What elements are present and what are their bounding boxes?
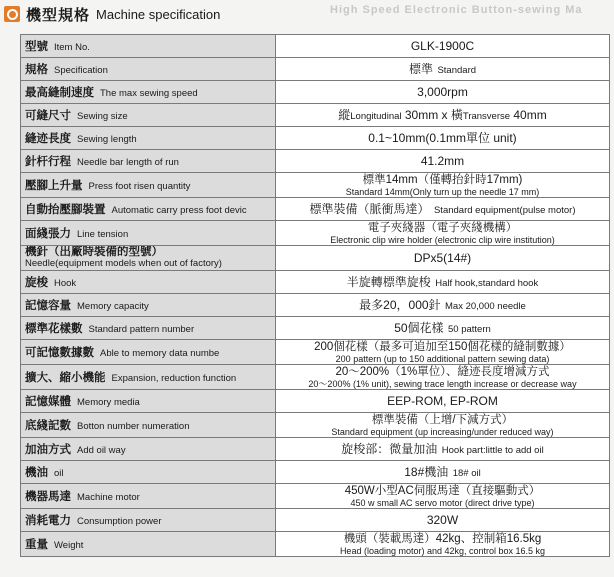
row-label: 壓腳上升量 Press foot risen quantity — [21, 173, 276, 198]
row-value: 標準裝備（脈衝馬達） Standard equipment(pulse motor) — [276, 198, 610, 221]
row-label: 可記憶數據數 Able to memory data numbe — [21, 340, 276, 365]
section-title-zh: 機型規格 — [26, 6, 91, 24]
row-value: 450W小型AC伺服馬達（直接驅動式） 450 w small AC servo motor (direct drive type) — [276, 484, 610, 509]
table-row — [21, 150, 610, 173]
row-value: 標準裝備（上增/下減方式） Standard equipment (up increasing/under reduced way) — [276, 413, 610, 438]
row-value: 半旋轉標準旋梭 Half hook,standard hook — [276, 271, 610, 294]
table-row — [21, 81, 610, 104]
table-row — [21, 246, 610, 271]
row-label: 消耗電力 Consumption power — [21, 509, 276, 532]
row-label: 重量 Weight — [21, 532, 276, 557]
row-value: DPx5(14#) — [276, 246, 610, 271]
table-row — [21, 35, 610, 58]
table-row — [21, 127, 610, 150]
row-label: 標準花樣數 Standard pattern number — [21, 317, 276, 340]
table-row — [21, 340, 610, 365]
table-row — [21, 413, 610, 438]
table-row — [21, 221, 610, 246]
row-label: 自動抬壓腳裝置 Automatic carry press foot devic — [21, 198, 276, 221]
row-label: 機針（出廠時裝備的型號） Needle(equipment models when out of factory) — [21, 246, 276, 271]
row-label: 機油 oil — [21, 461, 276, 484]
table-row — [21, 104, 610, 127]
table-row — [21, 173, 610, 198]
row-value: 50個花樣 50 pattern — [276, 317, 610, 340]
row-value: 縱Longitudinal 30mm x 橫Transverse 40mm — [276, 104, 610, 127]
row-label: 規格 Specification — [21, 58, 276, 81]
row-value: 3,000rpm — [276, 81, 610, 104]
faded-background-text: High Speed Electronic Button-sewing Ma — [330, 4, 583, 16]
table-row — [21, 271, 610, 294]
row-label: 面綫張力 Line tension — [21, 221, 276, 246]
row-value: 18#機油 18# oil — [276, 461, 610, 484]
row-value: 機頭（裝載馬達）42kg、控制箱16.5kg Head (loading motor) and 42kg, control box 16.5 kg — [276, 532, 610, 557]
row-label: 針杆行程 Needle bar length of run — [21, 150, 276, 173]
table-row — [21, 294, 610, 317]
row-value: 電子夾綫器（電子夾綫機構） Electronic clip wire holder (electronic clip wire institution) — [276, 221, 610, 246]
row-value: 標準 Standard — [276, 58, 610, 81]
row-label: 旋梭 Hook — [21, 271, 276, 294]
table-row — [21, 390, 610, 413]
row-label: 型號 Item No. — [21, 35, 276, 58]
row-value: 320W — [276, 509, 610, 532]
table-row — [21, 198, 610, 221]
row-value: 0.1~10mm(0.1mm單位 unit) — [276, 127, 610, 150]
row-value: 標準14mm（僅轉抬針時17mm) Standard 14mm(Only turn up the needle 17 mm) — [276, 173, 610, 198]
row-value: 最多20，000針 Max 20,000 needle — [276, 294, 610, 317]
table-row — [21, 532, 610, 557]
row-label: 最高縫制速度 The max sewing speed — [21, 81, 276, 104]
table-row — [21, 58, 610, 81]
table-row — [21, 365, 610, 390]
row-value: 20～200%（1%單位）、縫迹長度增減方式 20～200% (1% unit), sewing trace length increase or decrease way — [276, 365, 610, 390]
section-title-en: Machine specification — [96, 6, 221, 22]
row-value: EEP-ROM, EP-ROM — [276, 390, 610, 413]
table-row — [21, 461, 610, 484]
row-value: 旋梭部：微量加油 Hook part:little to add oil — [276, 438, 610, 461]
row-label: 記憶容量 Memory capacity — [21, 294, 276, 317]
orange-bullet-icon — [4, 6, 20, 22]
row-value: GLK-1900C — [276, 35, 610, 58]
row-label: 擴大、縮小機能 Expansion, reduction function — [21, 365, 276, 390]
table-row — [21, 484, 610, 509]
row-value: 41.2mm — [276, 150, 610, 173]
row-label: 底綫記數 Botton number numeration — [21, 413, 276, 438]
row-label: 可縫尺寸 Sewing size — [21, 104, 276, 127]
spec-table — [20, 34, 610, 557]
table-row — [21, 317, 610, 340]
row-label: 加油方式 Add oil way — [21, 438, 276, 461]
row-label: 縫迹長度 Sewing length — [21, 127, 276, 150]
table-row — [21, 438, 610, 461]
row-label: 記憶媒體 Memory media — [21, 390, 276, 413]
row-value: 200個花樣（最多可追加至150個花樣的縫制數據） 200 pattern (up to 150 additional pattern sewing data) — [276, 340, 610, 365]
table-row — [21, 509, 610, 532]
row-label: 機器馬達 Machine motor — [21, 484, 276, 509]
section-header — [4, 2, 220, 26]
